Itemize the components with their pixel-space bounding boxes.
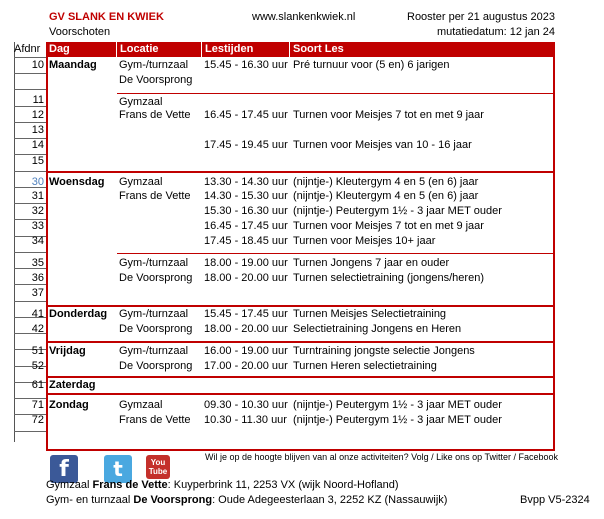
location-line: Gymzaal: [119, 399, 163, 411]
location-line: Gymzaal: [119, 96, 163, 108]
lesson-time: 16.45 - 17.45 uur: [204, 109, 288, 121]
day-donderdag: Donderdag: [49, 308, 108, 320]
lesson-type: Turnen Heren selectietraining: [293, 360, 437, 372]
lesson-type: Turnen voor Meisjes 7 tot en met 9 jaar: [293, 109, 484, 121]
lesson-time: 15.30 - 16.30 uur: [204, 205, 288, 217]
location-line: Gym-/turnzaal: [119, 257, 189, 269]
lesson-type: (nijntje-) Peutergym 1½ - 3 jaar MET ouder: [293, 414, 502, 426]
lesson-time: 18.00 - 20.00 uur: [204, 323, 288, 335]
afdnr-cell: 52: [31, 360, 44, 372]
lesson-type: (nijntje-) Peutergym 1½ - 3 jaar MET ouder: [293, 205, 502, 217]
location-line: De Voorsprong: [119, 272, 193, 284]
lesson-type: Pré turnuur voor (5 en) 6 jarigen: [293, 59, 450, 71]
lesson-time: 17.45 - 19.45 uur: [204, 139, 288, 151]
afdnr-cell: 36: [31, 272, 44, 284]
day-vrijdag: Vrijdag: [49, 345, 86, 357]
divider: [46, 393, 555, 395]
location-line: Frans de Vette: [119, 109, 191, 121]
lesson-time: 16.00 - 19.00 uur: [204, 345, 288, 357]
location-line: Gym-/turnzaal: [119, 308, 189, 320]
afdnr-gridline: [14, 431, 46, 432]
facebook-icon[interactable]: f: [50, 455, 78, 483]
day-zaterdag: Zaterdag: [49, 379, 96, 391]
col-soort-les: Soort Les: [289, 42, 555, 57]
location-line: Frans de Vette: [119, 190, 191, 202]
lesson-type: Turnen selectietraining (jongens/heren): [293, 272, 484, 284]
afdnr-cell: 31: [31, 190, 44, 202]
address-detail: : Oude Adegeesterlaan 3, 2252 KZ (Nassauwijk): [212, 494, 448, 506]
afdnr-cell: 51: [31, 345, 44, 357]
lesson-time: 10.30 - 11.30 uur: [204, 414, 287, 426]
address-prefix: Gymzaal: [46, 479, 93, 491]
club-location: Voorschoten: [49, 26, 111, 38]
afdnr-cell: 72: [31, 414, 44, 426]
version-label: Bvpp V5-2324: [520, 494, 590, 506]
lesson-time: 17.00 - 20.00 uur: [204, 360, 288, 372]
afdnr-gridline: [14, 73, 46, 74]
col-lestijden: Lestijden: [201, 42, 289, 57]
lesson-time: 13.30 - 14.30 uur: [204, 176, 288, 188]
lesson-time: 16.45 - 17.45 uur: [204, 220, 288, 232]
divider: [46, 376, 555, 378]
social-follow-text: Wil je op de hoogte blijven van al onze activiteiten? Volg / Like ons op Twitter / Facebook: [205, 452, 559, 462]
twitter-icon[interactable]: t: [104, 455, 132, 483]
website-link[interactable]: www.slankenkwiek.nl: [252, 11, 356, 23]
afdnr-gridline: [14, 171, 46, 172]
col-dag: Dag: [49, 43, 70, 55]
schedule-header: [46, 11, 555, 41]
column-header-bar: [46, 42, 555, 57]
location-line: Gym-/turnzaal: [119, 345, 189, 357]
location-line: De Voorsprong: [119, 360, 193, 372]
lesson-type: Turnen voor Meisjes 10+ jaar: [293, 235, 436, 247]
divider: [46, 171, 555, 173]
lesson-type: Turntraining jongste selectie Jongens: [293, 345, 475, 357]
lesson-type: Turnen voor Meisjes 7 tot en met 9 jaar: [293, 220, 484, 232]
location-line: De Voorsprong: [119, 74, 193, 86]
location-line: De Voorsprong: [119, 323, 193, 335]
club-name: GV SLANK EN KWIEK: [49, 11, 164, 23]
lesson-time: 15.45 - 16.30 uur: [204, 59, 288, 71]
location-line: Gymzaal: [119, 176, 163, 188]
divider: [117, 253, 555, 254]
day-maandag: Maandag: [49, 59, 97, 71]
afdnr-cell: 37: [31, 287, 44, 299]
afdnr-cell: 12: [31, 109, 44, 121]
lesson-time: 09.30 - 10.30 uur: [204, 399, 288, 411]
col-locatie: Locatie: [116, 42, 201, 57]
address-de-voorsprong: [46, 494, 447, 506]
afdnr-cell: 35: [31, 257, 44, 269]
rooster-date: Rooster per 21 augustus 2023: [407, 11, 555, 23]
lesson-time: 15.45 - 17.45 uur: [204, 308, 288, 320]
afdnr-cell: 10: [31, 59, 44, 71]
address-venue: Frans de Vette: [92, 479, 168, 491]
lesson-type: Turnen Meisjes Selectietraining: [293, 308, 447, 320]
lesson-type: (nijntje-) Kleutergym 4 en 5 (en 6) jaar: [293, 190, 479, 202]
lesson-time: 18.00 - 19.00 uur: [204, 257, 288, 269]
lesson-time: 17.45 - 18.45 uur: [204, 235, 288, 247]
afdnr-cell: 41: [31, 308, 44, 320]
afdnr-header: Afdnr: [14, 43, 41, 55]
afdnr-cell: 30: [31, 176, 44, 188]
address-venue: De Voorsprong: [133, 494, 213, 506]
lesson-time: 18.00 - 20.00 uur: [204, 272, 288, 284]
afdnr-gridline: [14, 89, 46, 90]
afdnr-cell: 71: [31, 399, 44, 411]
youtube-icon[interactable]: You Tube: [146, 455, 170, 479]
lesson-time: 14.30 - 15.30 uur: [204, 190, 288, 202]
address-frans-de-vette: [46, 479, 399, 491]
address-prefix: Gym- en turnzaal: [46, 494, 134, 506]
afdnr-cell: 13: [31, 124, 44, 136]
afdnr-cell: 11: [32, 94, 44, 106]
afdnr-gridline: [14, 252, 46, 253]
location-line: Gym-/turnzaal: [119, 59, 189, 71]
afdnr-cell: 61: [31, 379, 44, 391]
lesson-type: Turnen Jongens 7 jaar en ouder: [293, 257, 450, 269]
location-line: Frans de Vette: [119, 414, 191, 426]
day-zondag: Zondag: [49, 399, 89, 411]
day-woensdag: Woensdag: [49, 176, 105, 188]
address-detail: : Kuyperbrink 11, 2253 VX (wijk Noord-Hofland): [167, 479, 399, 491]
afdnr-cell: 33: [31, 220, 44, 232]
lesson-type: (nijntje-) Peutergym 1½ - 3 jaar MET ouder: [293, 399, 502, 411]
afdnr-cell: 32: [31, 205, 44, 217]
afdnr-gridline: [14, 301, 46, 302]
lesson-type: (nijntje-) Kleutergym 4 en 5 (en 6) jaar: [293, 176, 479, 188]
afdnr-cell: 15: [31, 155, 44, 167]
lesson-type: Selectietraining Jongens en Heren: [293, 323, 462, 335]
mutation-date: mutatiedatum: 12 jan 24: [436, 26, 555, 38]
divider: [46, 341, 555, 343]
afdnr-cell: 42: [31, 323, 44, 335]
afdnr-cell: 34: [31, 235, 44, 247]
afdnr-cell: 14: [31, 139, 44, 151]
lesson-type: Turnen voor Meisjes van 10 - 16 jaar: [293, 139, 472, 151]
divider: [117, 93, 555, 94]
